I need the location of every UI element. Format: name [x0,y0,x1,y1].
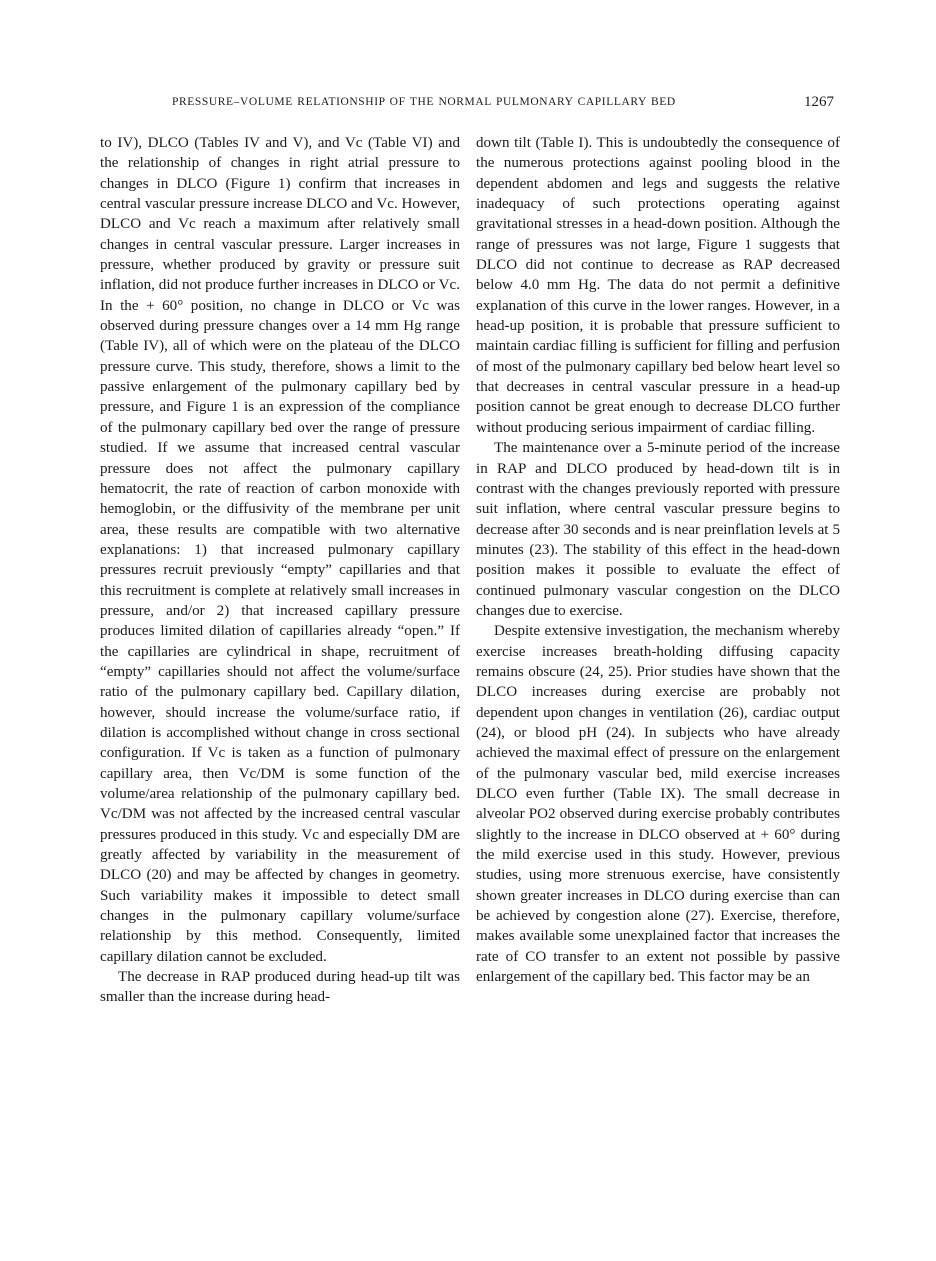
right-column [476,133,840,987]
page-header [150,94,840,116]
running-title: PRESSURE–VOLUME RELATIONSHIP OF THE NORMAL PULMONARY CAPILLARY BED [172,96,676,108]
left-column [100,133,460,1008]
left-paragraph-1: to IV), DLCO (Tables IV and V), and Vc (Table VI) and the relationship of changes in right atrial pressure to changes in DLCO (Figure 1) confirm that increases in central vascular pressure increase DLCO and Vc. However, DLCO and Vc reach a maximum after relatively small changes in central vascular pressure. Larger increases in pressure, whether produced by gravity or pressure suit inflation, did not produce further increases in DLCO or Vc. In the + 60° position, no change in DLCO or Vc was observed during pressure changes over a 14 mm Hg range (Table IV), all of which were on the plateau of the DLCO pressure curve. This study, therefore, shows a limit to the passive enlargement of the pulmonary capillary bed by pressure, and Figure 1 is an expression of the compliance of the pulmonary capillary bed over the range of pressure studied. If we assume that increased central vascular pressure does not affect the pulmonary capillary hematocrit, the rate of reaction of carbon monoxide with hemoglobin, or the diffusivity of the membrane per unit area, these results are compatible with two alternative explanations: 1) that increased pulmonary capillary pressures recruit previously “empty” capillaries and that this recruitment is complete at relatively small increases in pressure, and/or 2) that increased capillary pressure produces limited dilation of capillaries already “open.” If the capillaries are cylindrical in shape, recruitment of “empty” capillaries should not affect the volume/surface ratio of the pulmonary capillary bed. Capillary dilation, however, should increase the volume/surface ratio, if dilation is accomplished without change in cross sectional configuration. If Vc is taken as a function of pulmonary capillary area, then Vc/DM is some function of the volume/area relationship of the pulmonary capillary bed. Vc/DM was not affected by the increased central vascular pressures produced in this study. Vc and especially DM are greatly affected by variability in the measurement of DLCO (20) and may be affected by changes in geometry. Such variability makes it impossible to detect small changes in the pulmonary capillary volume/surface relationship by this method. Consequently, limited capillary dilation cannot be excluded. [100,135,460,965]
right-paragraph-3: Despite extensive investigation, the mechanism whereby exercise increases breath-holding diffusing capacity remains obscure (24, 25). Prior studies have shown that the DLCO increases during exercise are probably not dependent upon changes in ventilation (26), cardiac output (24), or blood pH (24). In subjects who have already achieved the maximal effect of pressure on the enlargement of the pulmonary vascular bed, mild exercise increases DLCO even further (Table IX). The small decrease in alveolar PO2 observed during exercise probably contributes slightly to the increase in DLCO observed at + 60° during the mild exercise used in this study. However, previous studies, using more strenuous exercise, have consistently shown greater increases in DLCO during exercise than can be achieved by congestion alone (27). Exercise, therefore, makes available some unexplained factor that increases the rate of CO transfer to an extent not possible by passive enlargement of the capillary bed. This factor may be an [476,623,840,986]
page-number: 1267 [804,94,834,110]
right-paragraph-2: The maintenance over a 5-minute period of the increase in RAP and DLCO produced by head-down tilt is in contrast with the changes previously reported with pressure suit inflation, where central vascular pressure begins to decrease after 30 seconds and is near preinflation levels at 5 minutes (23). The stability of this effect in the head-down position makes it possible to evaluate the effect of continued pulmonary vascular congestion on the DLCO changes due to exercise. [476,440,840,619]
right-paragraph-1: down tilt (Table I). This is undoubtedly the consequence of the numerous protections against pooling blood in the dependent abdomen and legs and suggests the relative inadequacy of such protections operating against gravitational stresses in a head-down position. Although the range of pressures was not large, Figure 1 suggests that DLCO did not continue to decrease as RAP decreased below 4.0 mm Hg. The data do not permit a definitive explanation of this curve in the lower ranges. However, in a head-up position, it is probable that pressure sufficient to maintain cardiac filling is sufficient for filling and perfusion of most of the pulmonary capillary bed below heart level so that decreases in central vascular pressure in a head-up position cannot be great enough to decrease DLCO further without producing serious impairment of cardiac filling. [476,135,840,436]
left-paragraph-2: The decrease in RAP produced during head-up tilt was smaller than the increase during head- [100,969,460,1006]
